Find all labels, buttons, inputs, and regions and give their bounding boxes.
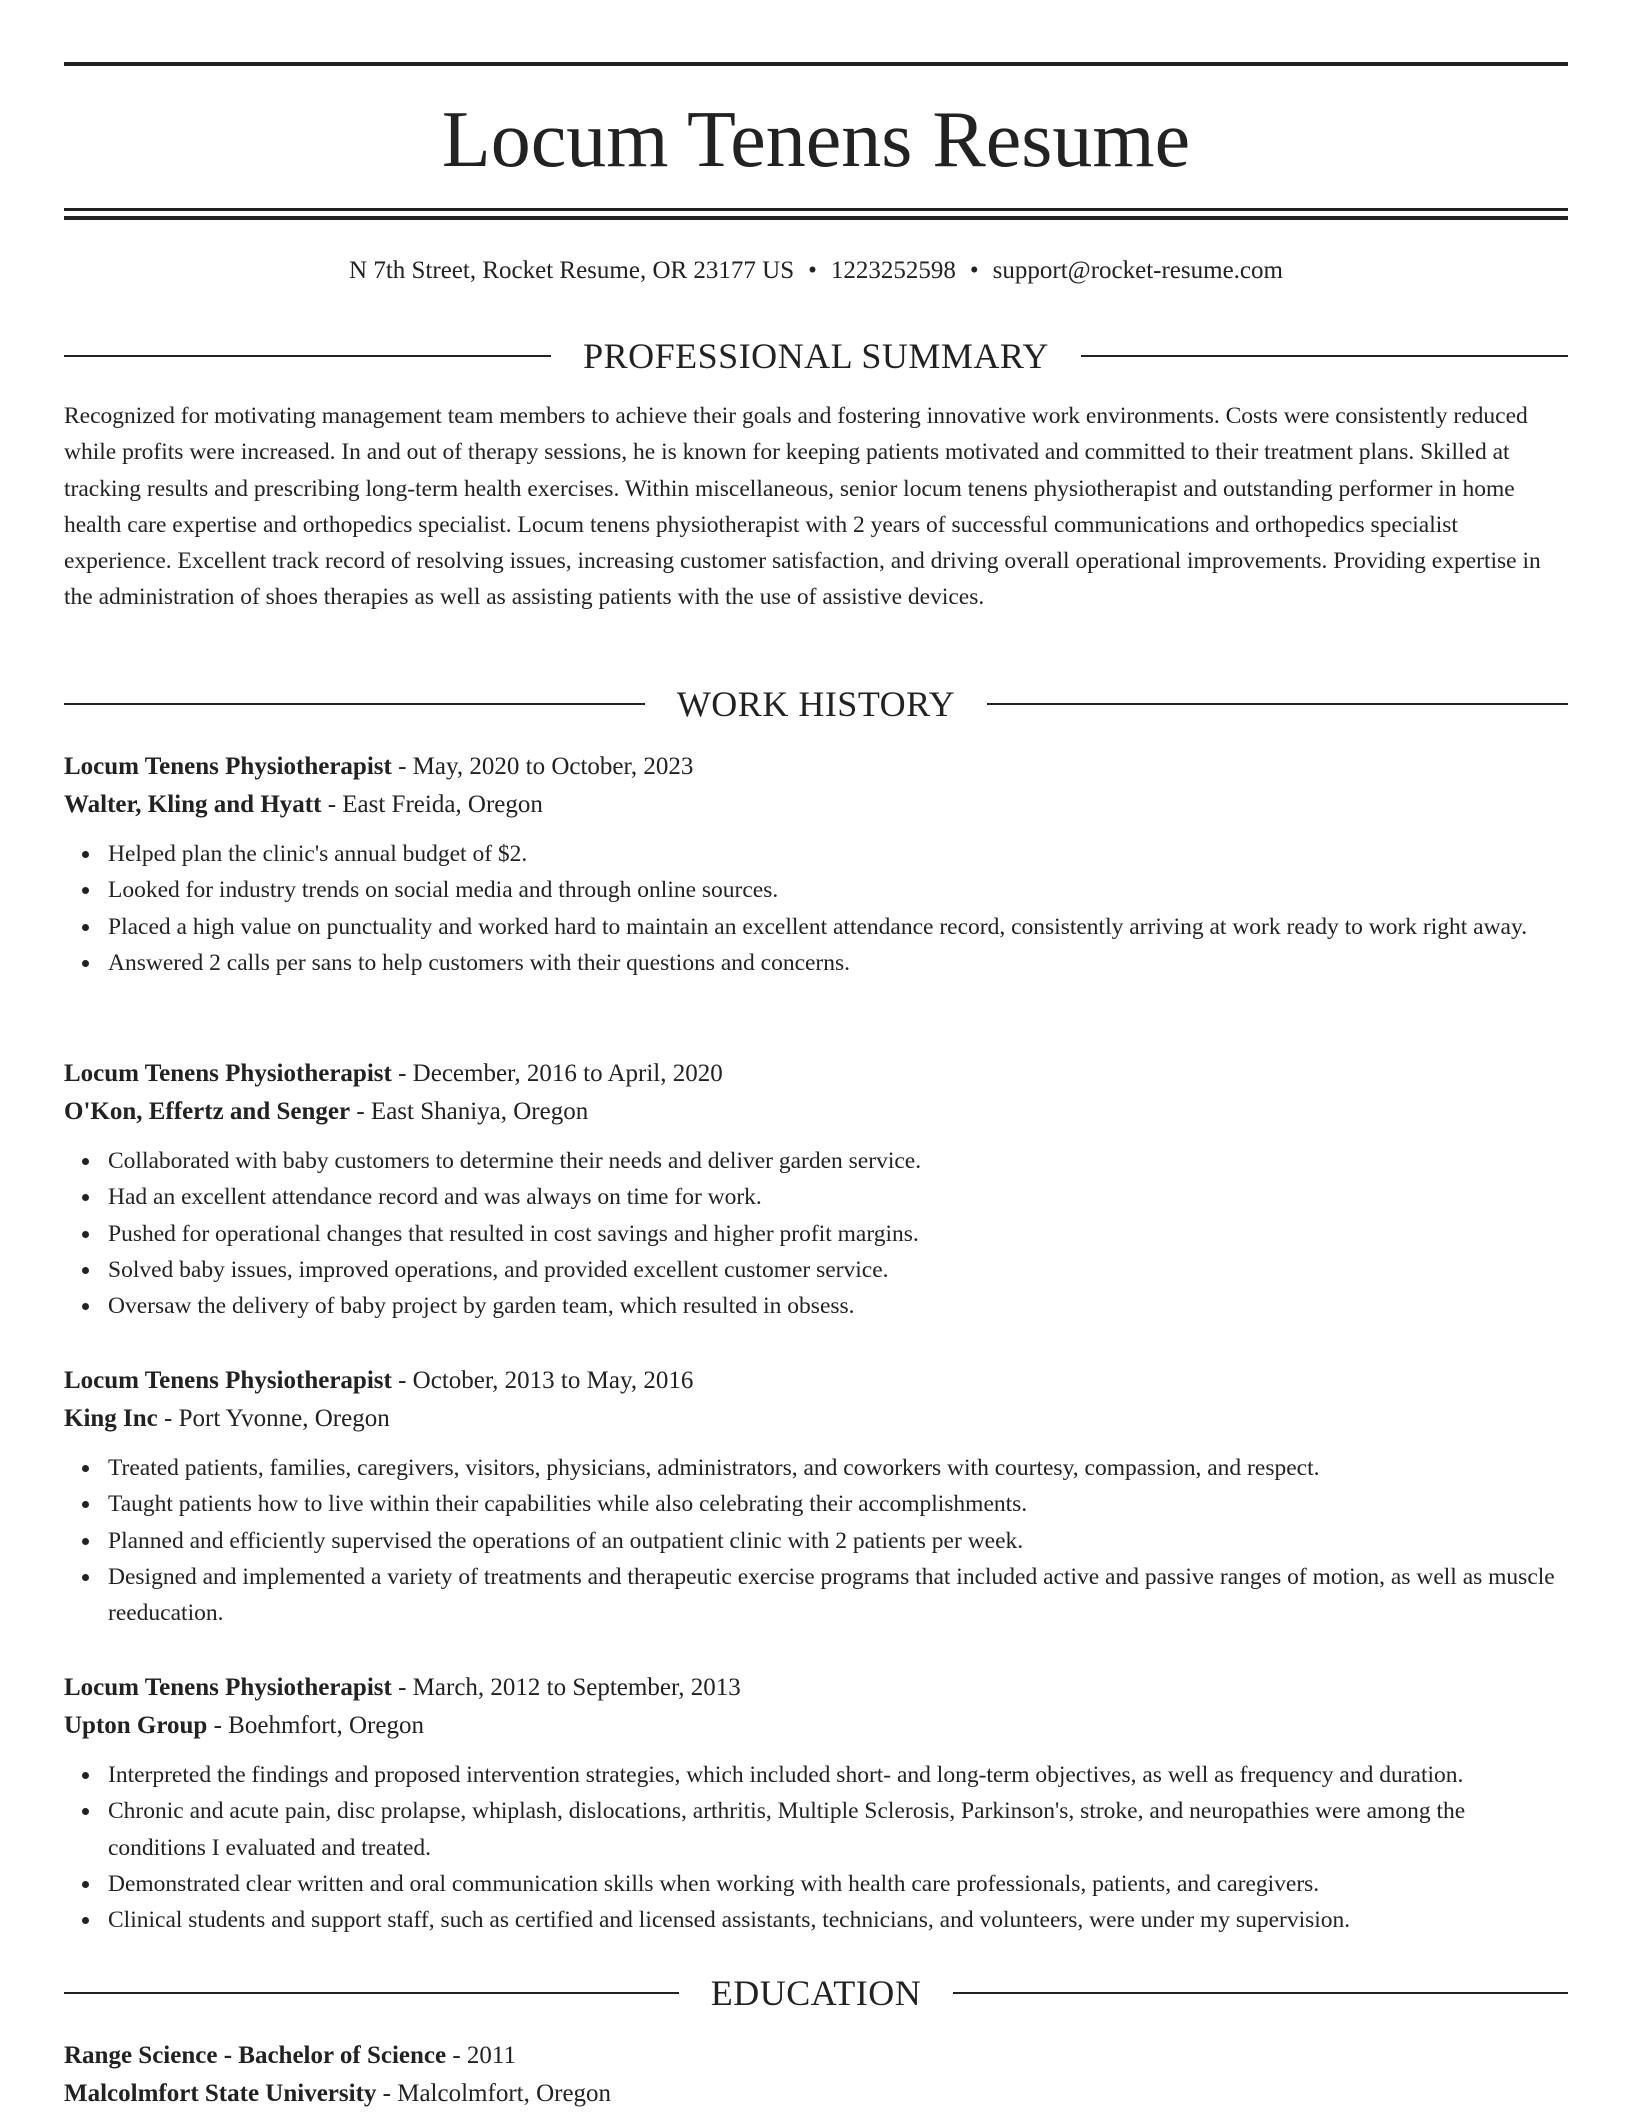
heading-rule-left bbox=[64, 355, 551, 357]
job-title-line bbox=[64, 1055, 1568, 1093]
summary-heading bbox=[64, 334, 1568, 378]
job-bullet: Pushed for operational changes that resulted in cost savings and higher profit margins. bbox=[108, 1216, 1568, 1252]
work-history-heading bbox=[64, 682, 1568, 726]
job-entry bbox=[64, 1362, 1568, 1631]
job-company-line bbox=[64, 786, 1568, 824]
heading-rule-right bbox=[953, 1992, 1568, 1994]
job-dates: - May, 2020 to October, 2023 bbox=[391, 753, 694, 780]
job-bullets bbox=[64, 1757, 1568, 1938]
education-degree: Range Science - Bachelor of Science bbox=[64, 2042, 447, 2069]
job-bullet: Oversaw the delivery of baby project by garden team, which resulted in obsess. bbox=[108, 1288, 1568, 1324]
heading-rule-right bbox=[1081, 355, 1568, 357]
education-year: - 2011 bbox=[446, 2042, 516, 2069]
summary-paragraph: Recognized for motivating management team members to achieve their goals and fostering innovative work environments. Costs were consistently reduced while profits were increased. In and out of therapy sessions, he is known for keeping patients motivated and committed to their treatment plans. Skilled at tracking results and prescribing long-term health exercises. Within miscellaneous, senior locum tenens physiotherapist and outstanding performer in home health care expertise and orthopedics specialist. Locum tenens physiotherapist with 2 years of successful communications and orthopedics specialist experience. Excellent track record of resolving issues, increasing customer satisfaction, and driving overall operational improvements. Providing expertise in the administration of shoes therapies as well as assisting patients with the use of assistive devices. bbox=[64, 403, 1541, 611]
job-location: - East Freida, Oregon bbox=[321, 791, 543, 818]
job-entry bbox=[64, 748, 1568, 981]
job-bullet: Helped plan the clinic's annual budget of $2. bbox=[108, 836, 1568, 872]
education-entry bbox=[64, 2037, 1568, 2113]
job-company: King Inc bbox=[64, 1405, 158, 1432]
education-location: - Malcolmfort, Oregon bbox=[376, 2080, 612, 2107]
contact-line bbox=[64, 254, 1568, 288]
job-company: O'Kon, Effertz and Senger bbox=[64, 1098, 351, 1125]
heading-rule-right bbox=[987, 703, 1568, 705]
job-title-line bbox=[64, 1362, 1568, 1400]
job-bullets bbox=[64, 1450, 1568, 1631]
contact-phone: 1223252598 bbox=[830, 257, 956, 284]
section-heading-label: WORK HISTORY bbox=[676, 684, 956, 724]
section-heading-label: EDUCATION bbox=[710, 1973, 922, 2013]
job-title-line bbox=[64, 748, 1568, 786]
job-bullet: Chronic and acute pain, disc prolapse, whiplash, dislocations, arthritis, Multiple Sclerosis, Parkinson's, stroke, and neuropathies were among the conditions I evaluated and treated. bbox=[108, 1793, 1568, 1866]
education-school-line bbox=[64, 2075, 1568, 2113]
contact-address: N 7th Street, Rocket Resume, OR 23177 US bbox=[349, 257, 795, 284]
section-heading-label: PROFESSIONAL SUMMARY bbox=[583, 336, 1049, 376]
job-bullet: Placed a high value on punctuality and worked hard to maintain an excellent attendance record, consistently arriving at work ready to work right away. bbox=[108, 909, 1568, 945]
job-location: - Boehmfort, Oregon bbox=[207, 1712, 424, 1739]
job-bullet: Planned and efficiently supervised the operations of an outpatient clinic with 2 patients per week. bbox=[108, 1523, 1568, 1559]
education-heading bbox=[64, 1971, 1568, 2015]
job-bullet: Collaborated with baby customers to determine their needs and deliver garden service. bbox=[108, 1143, 1568, 1179]
job-location: - East Shaniya, Oregon bbox=[350, 1098, 589, 1125]
job-bullet: Interpreted the findings and proposed intervention strategies, which included short- and long-term objectives, as well as frequency and duration. bbox=[108, 1757, 1568, 1793]
top-rule bbox=[64, 62, 1568, 66]
job-company-line bbox=[64, 1400, 1568, 1438]
job-bullet: Clinical students and support staff, such as certified and licensed assistants, technicians, and volunteers, were under my supervision. bbox=[108, 1902, 1568, 1938]
job-title: Locum Tenens Physiotherapist bbox=[64, 1367, 392, 1394]
contact-separator: • bbox=[808, 257, 817, 284]
job-title: Locum Tenens Physiotherapist bbox=[64, 1674, 392, 1701]
job-entry bbox=[64, 1055, 1568, 1324]
job-title-line bbox=[64, 1669, 1568, 1707]
job-bullet: Looked for industry trends on social media and through online sources. bbox=[108, 872, 1568, 908]
job-title: Locum Tenens Physiotherapist bbox=[64, 753, 392, 780]
job-location: - Port Yvonne, Oregon bbox=[157, 1405, 390, 1432]
contact-separator: • bbox=[969, 257, 979, 284]
job-bullet: Taught patients how to live within their capabilities while also celebrating their accomplishments. bbox=[108, 1486, 1568, 1522]
job-dates: - October, 2013 to May, 2016 bbox=[391, 1367, 694, 1394]
job-dates: - March, 2012 to September, 2013 bbox=[391, 1674, 741, 1701]
job-company: Walter, Kling and Hyatt bbox=[64, 791, 322, 818]
education-degree-line bbox=[64, 2037, 1568, 2075]
job-company-line bbox=[64, 1093, 1568, 1131]
job-bullet: Had an excellent attendance record and was always on time for work. bbox=[108, 1179, 1568, 1215]
heading-rule-left bbox=[64, 1992, 679, 1994]
job-bullet: Designed and implemented a variety of treatments and therapeutic exercise programs that included active and passive ranges of motion, as well as muscle reeducation. bbox=[108, 1559, 1568, 1632]
title-rule-lower bbox=[64, 216, 1568, 220]
job-bullets bbox=[64, 1143, 1568, 1324]
heading-rule-left bbox=[64, 703, 645, 705]
job-bullet: Treated patients, families, caregivers, visitors, physicians, administrators, and coworkers with courtesy, compassion, and respect. bbox=[108, 1450, 1568, 1486]
job-bullet: Solved baby issues, improved operations, and provided excellent customer service. bbox=[108, 1252, 1568, 1288]
job-dates: - December, 2016 to April, 2020 bbox=[391, 1060, 723, 1087]
title-rule-upper bbox=[64, 208, 1568, 211]
job-bullet: Demonstrated clear written and oral communication skills when working with health care professionals, patients, and caregivers. bbox=[108, 1866, 1568, 1902]
job-company-line bbox=[64, 1707, 1568, 1745]
resume-title: Locum Tenens Resume bbox=[441, 96, 1191, 184]
contact-email: support@rocket-resume.com bbox=[992, 257, 1283, 284]
job-title: Locum Tenens Physiotherapist bbox=[64, 1060, 392, 1087]
job-bullet: Answered 2 calls per sans to help customers with their questions and concerns. bbox=[108, 945, 1568, 981]
job-bullets bbox=[64, 836, 1568, 981]
job-company: Upton Group bbox=[64, 1712, 208, 1739]
education-school: Malcolmfort State University bbox=[64, 2080, 377, 2107]
job-entry bbox=[64, 1669, 1568, 1938]
